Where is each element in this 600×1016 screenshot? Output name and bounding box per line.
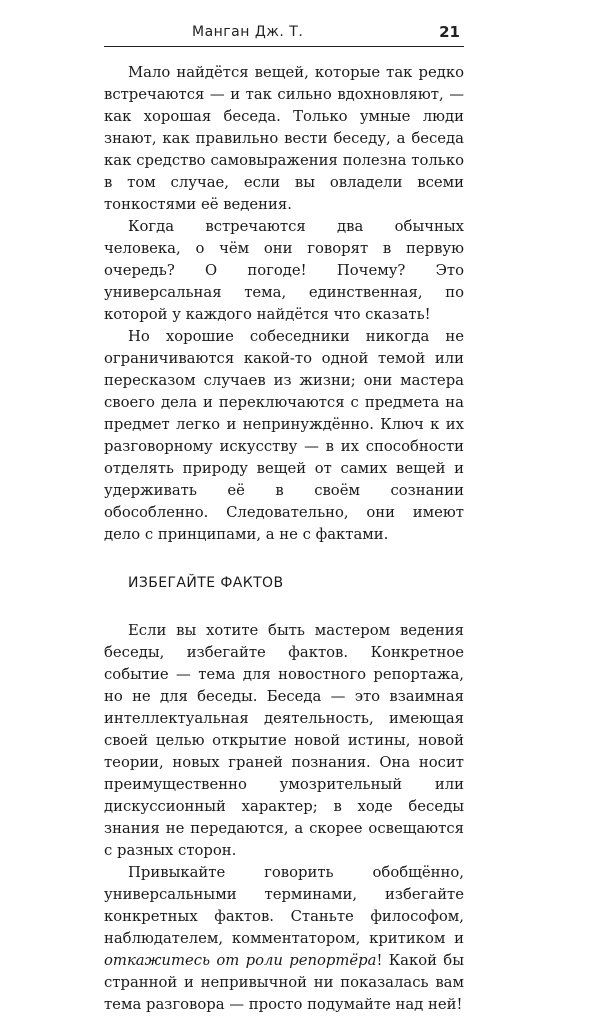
paragraph-generalize-end: ! Какой бы странной и непривычной ни показалась вам тема разговора — просто подумайте над ней! [104,952,464,1013]
page-number: 21 [439,23,460,41]
paragraph-generalize [104,862,464,1016]
paragraph-generalize-start: Привыкайте говорить обобщённо, универсальными терминами, избегайте конкретных фактов. Станьте философом, наблюдателем, комментатором, критиком и [104,864,464,947]
header-author: Манган Дж. Т. [192,24,304,40]
paragraph-rare-conversation: Мало найдётся вещей, которые так редко встречаются — и так сильно вдохновляют, — как хорошая беседа. Только умные люди знают, как правильно вести беседу, а беседа как средство самовыражения полезна только в том случае, если вы овладели всеми тонкостями её ведения. [104,64,464,213]
paragraph-avoid-facts: Если вы хотите быть мастером ведения беседы, избегайте фактов. Конкретное событие — тема для новостного репортажа, но не для беседы. Беседа — это взаимная интеллектуальная деятельность, имеющая своей целью открытие новой истины, новой теории, новых граней познания. Она носит преимущественно умозрительный или дискуссионный характер; в ходе беседы знания не передаются, а скорее освещаются с разных сторон. [104,622,464,859]
paragraph-good-speakers: Но хорошие собеседники никогда не ограничиваются какой-то одной темой или пересказом случаев из жизни; они мастера своего дела и переключаются с предмета на предмет легко и непринуждённо. Ключ к их разговорному искусству — в их способности отделять природу вещей от самих вещей и удерживать её в своём сознании обособленно. Следовательно, они имеют дело с принципами, а не с фактами. [104,328,464,543]
section-heading: ИЗБЕГАЙТЕ ФАКТОВ [128,575,284,591]
emphasis-text: откажитесь от роли репортёра [104,952,377,969]
paragraph-weather: Когда встречаются два обычных человека, о чём они говорят в первую очередь? О погоде! Почему? Это универсальная тема, единственная, по которой у каждого найдётся что сказать! [104,218,464,323]
running-header [104,22,464,47]
page-body [104,62,464,1016]
